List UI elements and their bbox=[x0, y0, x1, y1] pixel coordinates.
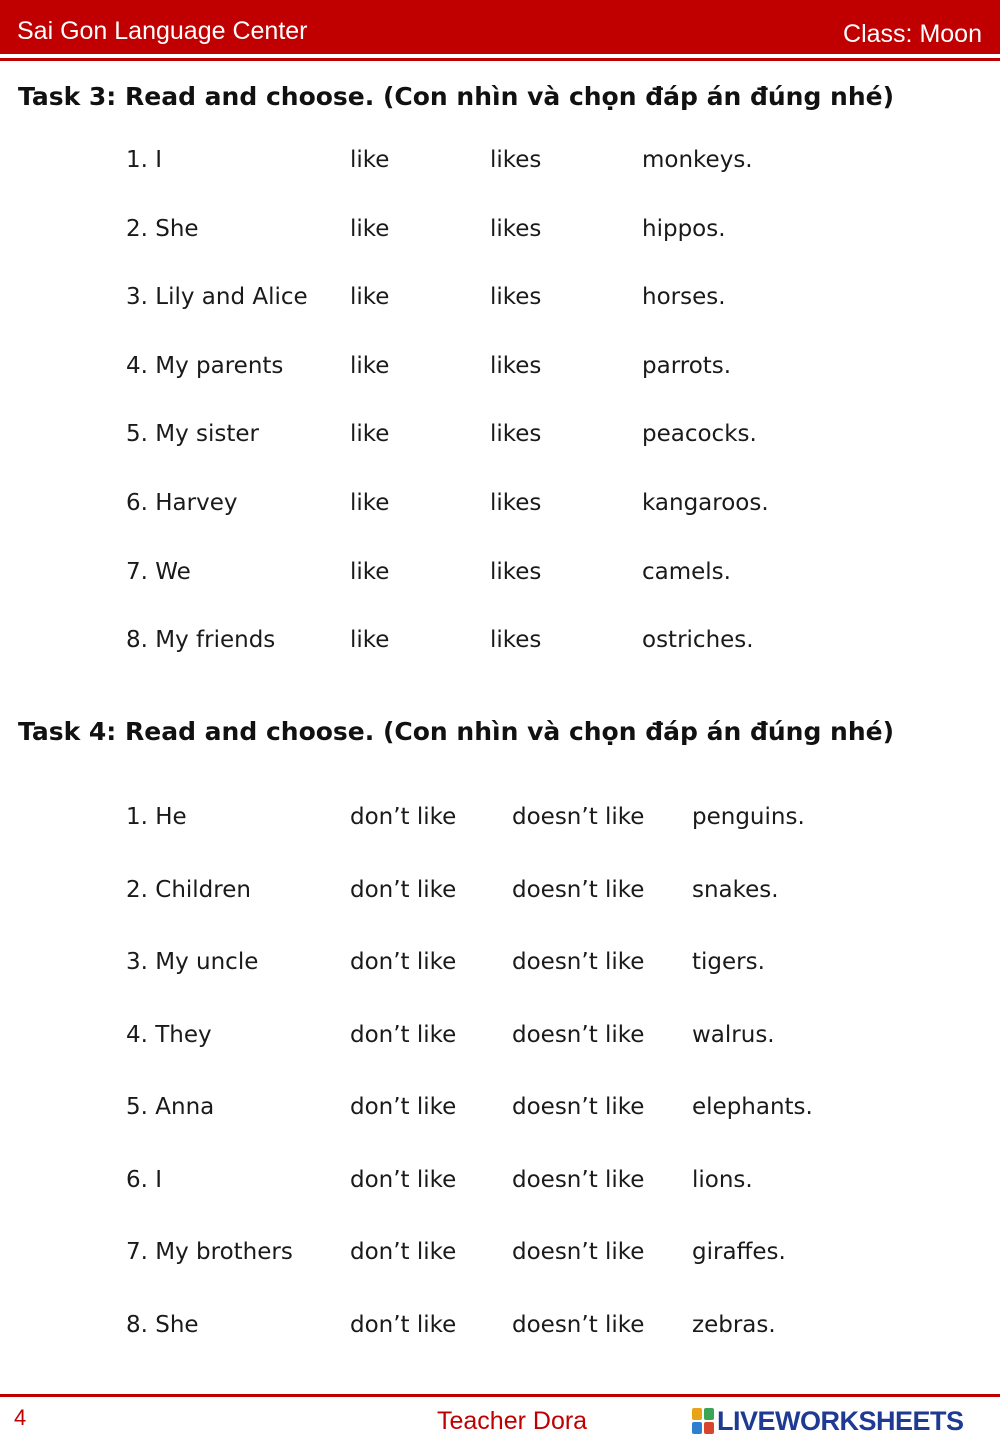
subject-text: 2. Children bbox=[126, 876, 251, 903]
option-2[interactable]: doesn’t like bbox=[512, 1094, 645, 1120]
object-text: hippos. bbox=[642, 215, 726, 242]
task4-row bbox=[0, 949, 1000, 989]
task4-row bbox=[0, 877, 1000, 917]
task3-row bbox=[0, 421, 1000, 461]
option-2[interactable]: likes bbox=[490, 421, 542, 448]
brand-logo bbox=[692, 1404, 964, 1438]
task4-row bbox=[0, 1022, 1000, 1062]
object-text: zebras. bbox=[692, 1311, 776, 1338]
option-1[interactable]: like bbox=[350, 421, 390, 448]
object-text: parrots. bbox=[642, 352, 732, 379]
object-text: elephants. bbox=[692, 1094, 813, 1120]
brand-text: LIVEWORKSHEETS bbox=[717, 1405, 964, 1436]
task3-row bbox=[0, 216, 1000, 256]
task4-title: Task 4: Read and choose. (Con nhìn và chọn đáp án đúng nhé) bbox=[18, 717, 895, 746]
object-text: peacocks. bbox=[642, 421, 757, 448]
task4-row bbox=[0, 804, 1000, 844]
option-1[interactable]: don’t like bbox=[350, 804, 457, 830]
option-2[interactable]: doesn’t like bbox=[512, 804, 645, 830]
subject-text: 4. They bbox=[126, 1021, 212, 1048]
option-2[interactable]: likes bbox=[490, 558, 542, 585]
option-1[interactable]: like bbox=[350, 215, 390, 242]
option-2[interactable]: likes bbox=[490, 352, 542, 379]
header-divider bbox=[0, 58, 1000, 61]
object-text: kangaroos. bbox=[642, 490, 769, 516]
option-2[interactable]: doesn’t like bbox=[512, 876, 645, 903]
task3-row bbox=[0, 627, 1000, 667]
subject-text: 6. I bbox=[126, 1166, 163, 1193]
option-1[interactable]: don’t like bbox=[350, 1311, 457, 1338]
object-text: lions. bbox=[692, 1166, 753, 1193]
option-1[interactable]: don’t like bbox=[350, 1021, 457, 1048]
option-2[interactable]: doesn’t like bbox=[512, 949, 645, 975]
option-1[interactable]: don’t like bbox=[350, 876, 457, 903]
task4-row bbox=[0, 1312, 1000, 1352]
object-text: tigers. bbox=[692, 949, 765, 975]
subject-text: 1. I bbox=[126, 147, 163, 173]
option-2[interactable]: doesn’t like bbox=[512, 1311, 645, 1338]
object-text: monkeys. bbox=[642, 147, 753, 173]
subject-text: 3. Lily and Alice bbox=[126, 284, 308, 311]
object-text: horses. bbox=[642, 284, 726, 311]
option-1[interactable]: don’t like bbox=[350, 949, 457, 975]
subject-text: 5. Anna bbox=[126, 1094, 215, 1120]
option-2[interactable]: doesn’t like bbox=[512, 1239, 645, 1265]
task3-row bbox=[0, 490, 1000, 530]
subject-text: 2. She bbox=[126, 215, 199, 242]
option-2[interactable]: likes bbox=[490, 147, 542, 173]
subject-text: 8. She bbox=[126, 1311, 199, 1338]
task3-row bbox=[0, 147, 1000, 187]
object-text: walrus. bbox=[692, 1021, 775, 1048]
object-text: penguins. bbox=[692, 804, 805, 830]
option-2[interactable]: likes bbox=[490, 627, 542, 654]
option-1[interactable]: like bbox=[350, 147, 390, 173]
subject-text: 4. My parents bbox=[126, 352, 284, 379]
option-2[interactable]: doesn’t like bbox=[512, 1021, 645, 1048]
option-1[interactable]: like bbox=[350, 490, 390, 516]
subject-text: 6. Harvey bbox=[126, 490, 238, 516]
option-1[interactable]: like bbox=[350, 284, 390, 311]
option-1[interactable]: don’t like bbox=[350, 1094, 457, 1120]
subject-text: 1. He bbox=[126, 804, 187, 830]
task4-row bbox=[0, 1239, 1000, 1279]
class-label: Class: Moon bbox=[843, 20, 982, 48]
subject-text: 5. My sister bbox=[126, 421, 260, 448]
object-text: camels. bbox=[642, 558, 731, 585]
liveworksheets-logo-icon bbox=[692, 1408, 714, 1434]
task4-row bbox=[0, 1167, 1000, 1207]
option-1[interactable]: like bbox=[350, 627, 390, 654]
option-1[interactable]: don’t like bbox=[350, 1239, 457, 1265]
task4-row bbox=[0, 1094, 1000, 1134]
subject-text: 7. We bbox=[126, 558, 191, 585]
subject-text: 8. My friends bbox=[126, 627, 276, 654]
subject-text: 7. My brothers bbox=[126, 1239, 293, 1265]
subject-text: 3. My uncle bbox=[126, 949, 259, 975]
task3-row bbox=[0, 284, 1000, 324]
option-2[interactable]: doesn’t like bbox=[512, 1166, 645, 1193]
center-name: Sai Gon Language Center bbox=[17, 17, 308, 45]
object-text: ostriches. bbox=[642, 627, 754, 654]
object-text: giraffes. bbox=[692, 1239, 786, 1265]
page-number: 4 bbox=[14, 1405, 27, 1430]
task3-title: Task 3: Read and choose. (Con nhìn và chọn đáp án đúng nhé) bbox=[18, 82, 895, 111]
teacher-name: Teacher Dora bbox=[437, 1407, 588, 1435]
task3-row bbox=[0, 353, 1000, 393]
task3-row bbox=[0, 559, 1000, 599]
option-1[interactable]: like bbox=[350, 558, 390, 585]
option-1[interactable]: don’t like bbox=[350, 1166, 457, 1193]
option-2[interactable]: likes bbox=[490, 215, 542, 242]
option-1[interactable]: like bbox=[350, 352, 390, 379]
object-text: snakes. bbox=[692, 876, 779, 903]
footer-divider bbox=[0, 1394, 1000, 1397]
option-2[interactable]: likes bbox=[490, 490, 542, 516]
option-2[interactable]: likes bbox=[490, 284, 542, 311]
page-header bbox=[0, 0, 1000, 54]
